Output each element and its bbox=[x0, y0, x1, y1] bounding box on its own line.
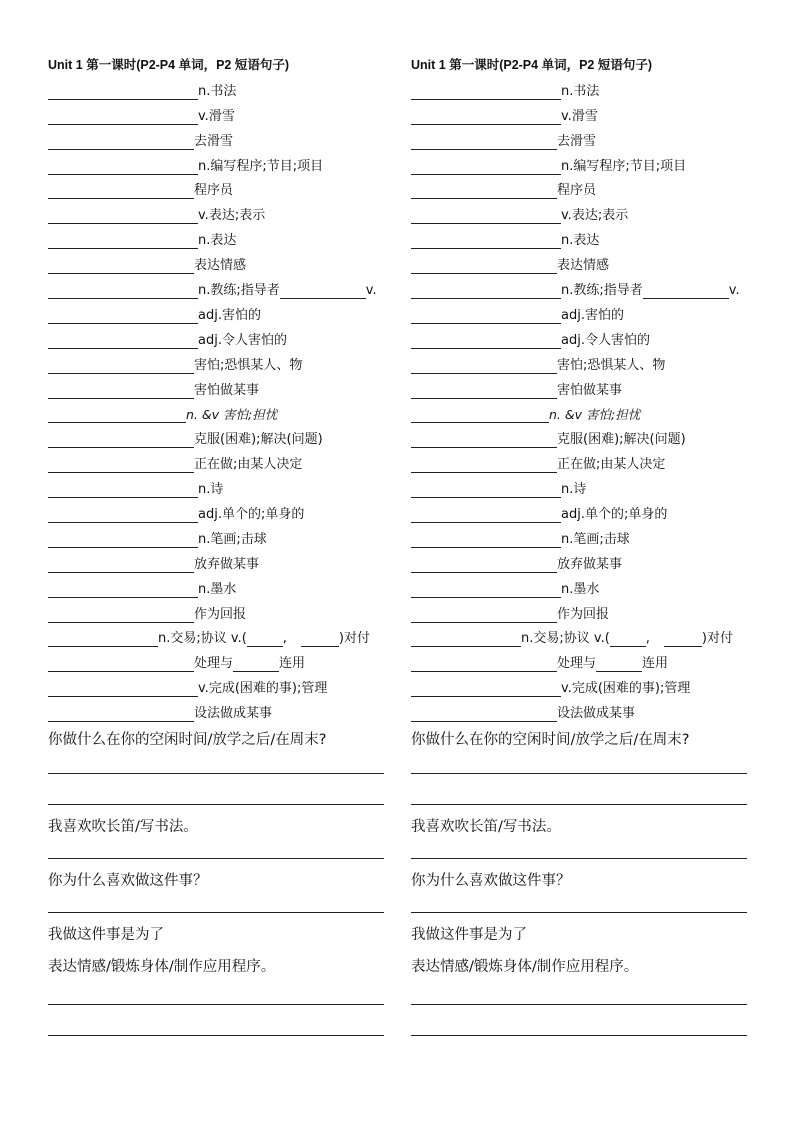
answer-line[interactable] bbox=[48, 1005, 384, 1036]
vocab-row bbox=[48, 699, 388, 724]
worksheet-column-left bbox=[48, 53, 388, 1036]
vocab-prompt: n.交易;协议 v.( bbox=[521, 631, 610, 647]
vocab-prompt: 表达情感 bbox=[557, 258, 610, 274]
sentence-prompt: 你做什么在你的空闲时间/放学之后/在周末? bbox=[48, 732, 327, 749]
vocab-row bbox=[48, 376, 388, 401]
answer-blank[interactable] bbox=[48, 433, 194, 448]
vocab-row bbox=[411, 649, 751, 674]
vocab-prompt: adj.单个的;单身的 bbox=[198, 507, 305, 523]
answer-blank[interactable] bbox=[411, 135, 557, 150]
answer-blank[interactable] bbox=[596, 657, 642, 672]
vocab-row bbox=[48, 425, 388, 450]
answer-blank[interactable] bbox=[48, 533, 198, 548]
vocab-row bbox=[411, 326, 751, 351]
answer-blank[interactable] bbox=[48, 234, 198, 249]
vocab-row bbox=[411, 177, 751, 202]
vocab-row bbox=[48, 326, 388, 351]
answer-blank[interactable] bbox=[411, 284, 561, 299]
vocab-prompt: 害怕做某事 bbox=[194, 382, 260, 398]
vocab-prompt: n.书法 bbox=[561, 83, 600, 99]
vocab-prompt: 去滑雪 bbox=[194, 133, 234, 149]
vocab-prompt: n.笔画;击球 bbox=[198, 531, 267, 547]
vocab-prompt: n. &v 害怕;担忧 bbox=[186, 407, 278, 423]
sentence-prompt: 你为什么喜欢做这件事？ bbox=[411, 873, 571, 890]
answer-blank[interactable] bbox=[48, 632, 158, 647]
vocab-prompt: 作为回报 bbox=[557, 606, 610, 622]
answer-line[interactable] bbox=[411, 837, 747, 859]
vocab-prompt: 放弃做某事 bbox=[557, 556, 623, 572]
vocab-row bbox=[48, 276, 388, 301]
answer-blank[interactable] bbox=[48, 483, 198, 498]
answer-blank[interactable] bbox=[301, 632, 339, 647]
answer-blank[interactable] bbox=[411, 160, 561, 175]
answer-line[interactable] bbox=[48, 774, 384, 805]
answer-blank[interactable] bbox=[48, 583, 198, 598]
vocab-prompt: v.表达;表示 bbox=[198, 208, 266, 224]
answer-blank[interactable] bbox=[411, 209, 561, 224]
worksheet-column-right bbox=[411, 53, 751, 1036]
vocab-prompt: n.编写程序;节目;项目 bbox=[561, 158, 687, 174]
answer-blank[interactable] bbox=[411, 433, 557, 448]
vocab-prompt: n.墨水 bbox=[561, 581, 600, 597]
vocab-row bbox=[48, 127, 388, 152]
vocab-row bbox=[411, 425, 751, 450]
vocab-prompt: n.诗 bbox=[198, 482, 224, 498]
vocab-row bbox=[48, 226, 388, 251]
sentence-prompt: 你做什么在你的空闲时间/放学之后/在周末? bbox=[411, 732, 690, 749]
answer-line[interactable] bbox=[411, 774, 747, 805]
answer-line[interactable] bbox=[48, 977, 384, 1005]
vocab-prompt: 连用 bbox=[279, 656, 306, 672]
vocab-row bbox=[411, 625, 751, 650]
answer-blank[interactable] bbox=[48, 334, 198, 349]
vocab-row bbox=[411, 251, 751, 276]
vocab-row bbox=[411, 450, 751, 475]
answer-blank[interactable] bbox=[48, 85, 198, 100]
vocab-row bbox=[48, 251, 388, 276]
vocab-row bbox=[411, 376, 751, 401]
answer-blank[interactable] bbox=[48, 309, 198, 324]
vocab-row bbox=[48, 301, 388, 326]
answer-blank[interactable] bbox=[48, 608, 194, 623]
vocab-prompt: n.表达 bbox=[198, 233, 237, 249]
answer-blank[interactable] bbox=[411, 259, 557, 274]
answer-blank[interactable] bbox=[48, 259, 194, 274]
vocab-prompt: v.滑雪 bbox=[561, 108, 598, 124]
vocab-row bbox=[411, 201, 751, 226]
vocab-row bbox=[411, 152, 751, 177]
vocab-prompt: n.表达 bbox=[561, 233, 600, 249]
sentence-prompt: 表达情感/锻炼身体/制作应用程序。 bbox=[411, 959, 639, 976]
vocab-prompt: v.表达;表示 bbox=[561, 208, 629, 224]
vocab-prompt: )对付 bbox=[701, 631, 733, 647]
vocab-prompt: adj.单个的;单身的 bbox=[561, 507, 668, 523]
answer-blank[interactable] bbox=[247, 632, 283, 647]
vocab-prompt: 害怕做某事 bbox=[557, 382, 623, 398]
vocab-row bbox=[48, 351, 388, 376]
vocab-prompt: 害怕;恐惧某人、物 bbox=[194, 357, 303, 373]
vocab-row bbox=[48, 550, 388, 575]
answer-blank[interactable] bbox=[411, 483, 561, 498]
vocab-row bbox=[411, 500, 751, 525]
vocab-row bbox=[48, 102, 388, 127]
vocab-row bbox=[411, 226, 751, 251]
answer-blank[interactable] bbox=[664, 632, 702, 647]
vocab-row bbox=[411, 276, 751, 301]
answer-blank[interactable] bbox=[48, 558, 194, 573]
vocab-prompt: n.编写程序;节目;项目 bbox=[198, 158, 324, 174]
vocab-row bbox=[48, 152, 388, 177]
answer-blank[interactable] bbox=[411, 110, 561, 125]
vocab-prompt: n.墨水 bbox=[198, 581, 237, 597]
answer-line[interactable] bbox=[48, 891, 384, 913]
vocab-prompt: 害怕;恐惧某人、物 bbox=[557, 357, 666, 373]
vocab-prompt: v. bbox=[728, 283, 740, 299]
vocab-prompt: n.笔画;击球 bbox=[561, 531, 630, 547]
vocab-prompt: n.交易;协议 v.( bbox=[158, 631, 247, 647]
answer-line[interactable] bbox=[411, 750, 747, 774]
sentence-prompt: 我做这件事是为了 bbox=[411, 927, 527, 944]
vocab-row bbox=[48, 177, 388, 202]
vocab-row bbox=[48, 600, 388, 625]
vocab-row bbox=[411, 77, 751, 102]
sentence-prompt: 表达情感/锻炼身体/制作应用程序。 bbox=[48, 959, 276, 976]
vocab-prompt: 程序员 bbox=[194, 183, 234, 199]
vocab-prompt: adj.令人害怕的 bbox=[198, 332, 287, 348]
answer-blank[interactable] bbox=[411, 85, 561, 100]
answer-blank[interactable] bbox=[411, 384, 557, 399]
answer-blank[interactable] bbox=[48, 209, 198, 224]
vocab-prompt: 程序员 bbox=[557, 183, 597, 199]
answer-blank[interactable] bbox=[411, 359, 557, 374]
answer-blank[interactable] bbox=[411, 632, 521, 647]
vocab-prompt: 克服(困难);解决(问题) bbox=[557, 432, 686, 448]
vocab-row bbox=[411, 699, 751, 724]
vocab-prompt: n.诗 bbox=[561, 482, 587, 498]
vocab-row bbox=[411, 674, 751, 699]
answer-line[interactable] bbox=[411, 977, 747, 1005]
worksheet-title: Unit 1 第一课时(P2-P4 单词，P2 短语句子) bbox=[48, 58, 289, 72]
vocab-prompt: 设法做成某事 bbox=[194, 706, 273, 722]
vocab-prompt: 克服(困难);解决(问题) bbox=[194, 432, 323, 448]
vocab-row bbox=[411, 475, 751, 500]
answer-blank[interactable] bbox=[48, 458, 194, 473]
vocab-prompt: 表达情感 bbox=[194, 258, 247, 274]
answer-blank[interactable] bbox=[411, 508, 561, 523]
vocab-prompt: n. &v 害怕;担忧 bbox=[549, 407, 641, 423]
vocab-row bbox=[411, 575, 751, 600]
answer-blank[interactable] bbox=[48, 707, 194, 722]
answer-blank[interactable] bbox=[411, 533, 561, 548]
vocab-row bbox=[411, 550, 751, 575]
answer-blank[interactable] bbox=[48, 682, 198, 697]
answer-blank[interactable] bbox=[411, 184, 557, 199]
answer-blank[interactable] bbox=[411, 334, 561, 349]
vocab-prompt: v.滑雪 bbox=[198, 108, 235, 124]
vocab-row bbox=[48, 475, 388, 500]
vocab-row bbox=[48, 575, 388, 600]
vocab-prompt: n.教练;指导者 bbox=[198, 283, 280, 299]
answer-blank[interactable] bbox=[233, 657, 279, 672]
vocab-prompt: adj.害怕的 bbox=[561, 307, 624, 323]
vocab-row bbox=[48, 500, 388, 525]
answer-blank[interactable] bbox=[643, 284, 729, 299]
sentence-prompt: 你为什么喜欢做这件事？ bbox=[48, 873, 208, 890]
vocab-row bbox=[411, 600, 751, 625]
vocab-prompt: v. bbox=[365, 283, 377, 299]
vocab-prompt: 处理与 bbox=[194, 656, 234, 672]
vocab-row bbox=[411, 301, 751, 326]
answer-blank[interactable] bbox=[48, 184, 194, 199]
vocab-row bbox=[48, 674, 388, 699]
vocab-row bbox=[48, 525, 388, 550]
answer-line[interactable] bbox=[48, 837, 384, 859]
vocab-row bbox=[48, 625, 388, 650]
vocab-prompt: 连用 bbox=[642, 656, 669, 672]
vocab-row bbox=[48, 77, 388, 102]
answer-blank[interactable] bbox=[48, 160, 198, 175]
vocab-prompt: , bbox=[282, 631, 287, 647]
vocab-prompt: 处理与 bbox=[557, 656, 597, 672]
vocab-prompt: 放弃做某事 bbox=[194, 556, 260, 572]
vocab-row bbox=[411, 401, 751, 426]
vocab-prompt: v.完成(困难的事);管理 bbox=[561, 681, 691, 697]
vocab-prompt: n.书法 bbox=[198, 83, 237, 99]
vocab-row bbox=[48, 450, 388, 475]
answer-line[interactable] bbox=[411, 1005, 747, 1036]
answer-blank[interactable] bbox=[411, 657, 557, 672]
answer-blank[interactable] bbox=[48, 110, 198, 125]
vocab-prompt: 设法做成某事 bbox=[557, 706, 636, 722]
answer-blank[interactable] bbox=[411, 558, 557, 573]
answer-blank[interactable] bbox=[48, 384, 194, 399]
vocab-prompt: )对付 bbox=[338, 631, 370, 647]
sentence-prompt: 我喜欢吹长笛/写书法。 bbox=[48, 819, 198, 836]
answer-blank[interactable] bbox=[48, 359, 194, 374]
vocab-prompt: adj.害怕的 bbox=[198, 307, 261, 323]
vocab-row bbox=[411, 525, 751, 550]
answer-blank[interactable] bbox=[411, 707, 557, 722]
answer-blank[interactable] bbox=[411, 458, 557, 473]
vocab-row bbox=[411, 102, 751, 127]
sentence-prompt: 我做这件事是为了 bbox=[48, 927, 164, 944]
vocab-prompt: n.教练;指导者 bbox=[561, 283, 643, 299]
answer-blank[interactable] bbox=[48, 408, 186, 423]
answer-blank[interactable] bbox=[48, 135, 194, 150]
vocab-prompt: 正在做;由某人决定 bbox=[194, 457, 303, 473]
vocab-row bbox=[48, 201, 388, 226]
answer-blank[interactable] bbox=[610, 632, 646, 647]
answer-blank[interactable] bbox=[48, 657, 194, 672]
answer-line[interactable] bbox=[411, 891, 747, 913]
answer-blank[interactable] bbox=[411, 608, 557, 623]
answer-line[interactable] bbox=[48, 750, 384, 774]
vocab-prompt: 正在做;由某人决定 bbox=[557, 457, 666, 473]
vocab-row bbox=[411, 127, 751, 152]
answer-blank[interactable] bbox=[280, 284, 366, 299]
vocab-prompt: , bbox=[645, 631, 650, 647]
vocab-row bbox=[411, 351, 751, 376]
answer-blank[interactable] bbox=[411, 309, 561, 324]
answer-blank[interactable] bbox=[411, 682, 561, 697]
vocab-row bbox=[48, 401, 388, 426]
vocab-prompt: 去滑雪 bbox=[557, 133, 597, 149]
vocab-prompt: v.完成(困难的事);管理 bbox=[198, 681, 328, 697]
vocab-row bbox=[48, 649, 388, 674]
answer-blank[interactable] bbox=[48, 508, 198, 523]
answer-blank[interactable] bbox=[48, 284, 198, 299]
vocab-prompt: adj.令人害怕的 bbox=[561, 332, 650, 348]
answer-blank[interactable] bbox=[411, 408, 549, 423]
sentence-prompt: 我喜欢吹长笛/写书法。 bbox=[411, 819, 561, 836]
answer-blank[interactable] bbox=[411, 583, 561, 598]
answer-blank[interactable] bbox=[411, 234, 561, 249]
vocab-prompt: 作为回报 bbox=[194, 606, 247, 622]
worksheet-title: Unit 1 第一课时(P2-P4 单词，P2 短语句子) bbox=[411, 58, 652, 72]
